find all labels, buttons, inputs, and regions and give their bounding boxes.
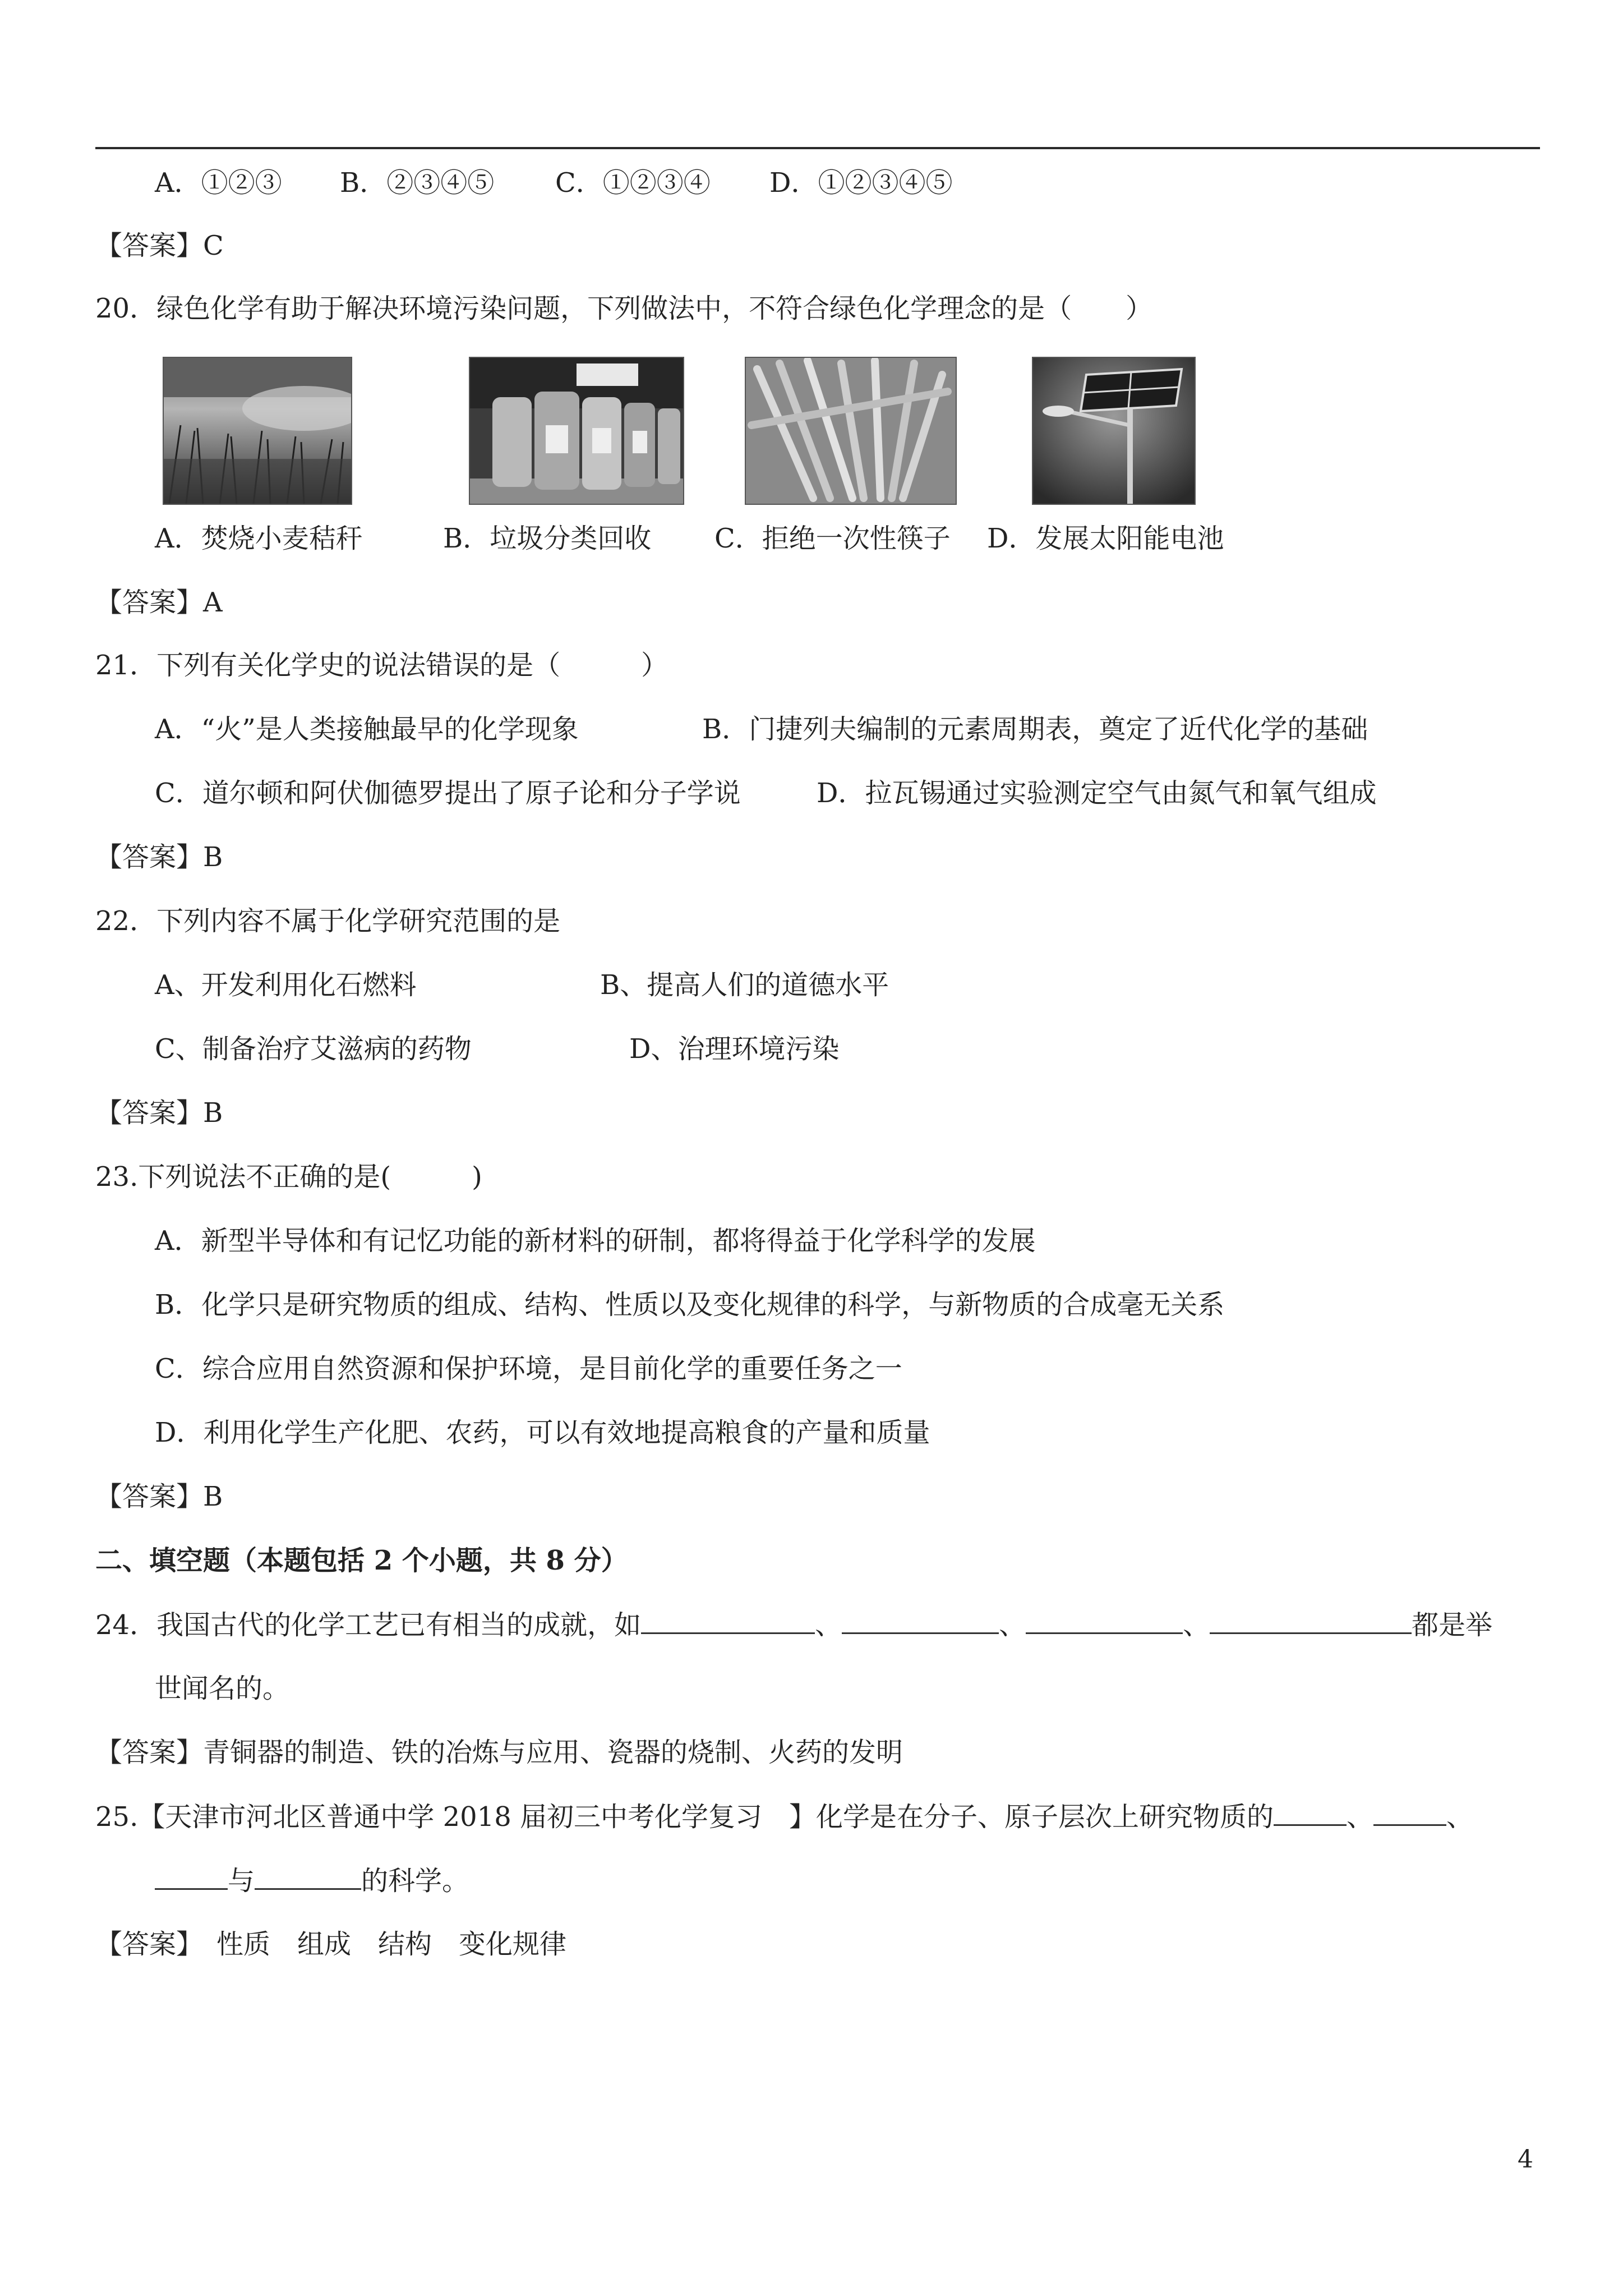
q19-option-d: D．①②③④⑤ xyxy=(769,167,953,199)
q25-blank-3[interactable] xyxy=(155,1864,228,1890)
q25-stem-end: 的科学。 xyxy=(361,1865,469,1897)
q22-option-d: D、治理环境污染 xyxy=(629,1033,840,1065)
q25-blank-2[interactable] xyxy=(1373,1800,1446,1826)
q23-stem: 23.下列说法不正确的是( ) xyxy=(95,1161,482,1193)
q24-stem-line2: 世闻名的。 xyxy=(155,1673,290,1704)
section-heading-fill-in: 二、填空题（本题包括 2 个小题，共 8 分） xyxy=(95,1545,628,1576)
q24-answer: 【答案】青铜器的制造、铁的冶炼与应用、瓷器的烧制、火药的发明 xyxy=(95,1737,903,1768)
q24-stem-start: 24．我国古代的化学工艺已有相当的成就，如 xyxy=(95,1609,642,1641)
q21-option-b: B．门捷列夫编制的元素周期表，奠定了近代化学的基础 xyxy=(702,714,1368,745)
solar-street-light-photo xyxy=(1032,357,1196,505)
q24-blank-3[interactable] xyxy=(1026,1608,1183,1634)
q22-option-a: A、开发利用化石燃料 xyxy=(155,969,417,1001)
q23-option-b: B．化学只是研究物质的组成、结构、性质以及变化规律的科学，与新物质的合成毫无关系 xyxy=(155,1289,1225,1320)
q24-stem xyxy=(95,1608,1492,1642)
page-number: 4 xyxy=(1518,2145,1533,2174)
q20-answer: 【答案】A xyxy=(95,587,223,618)
q24-separator-3: 、 xyxy=(1183,1609,1210,1641)
q23-option-a: A．新型半导体和有记忆功能的新材料的研制，都将得益于化学科学的发展 xyxy=(155,1225,1036,1257)
q21-answer: 【答案】B xyxy=(95,841,223,873)
q24-separator-1: 、 xyxy=(815,1609,842,1641)
header-rule xyxy=(95,147,1540,149)
q20-stem: 20．绿色化学有助于解决环境污染问题，下列做法中，不符合绿色化学理念的是（ ） xyxy=(95,293,1153,324)
q25-answer: 【答案】 性质 组成 结构 变化规律 xyxy=(95,1929,567,1960)
q19-answer: 【答案】C xyxy=(95,230,224,261)
q22-option-c: C、制备治疗艾滋病的药物 xyxy=(155,1033,472,1065)
q25-blank-1[interactable] xyxy=(1274,1800,1347,1826)
q25-and: 与 xyxy=(228,1865,255,1897)
q19-option-b: B．②③④⑤ xyxy=(340,167,495,199)
q21-option-d: D．拉瓦锡通过实验测定空气由氮气和氧气组成 xyxy=(817,777,1377,809)
recycling-bins-photo xyxy=(469,357,684,505)
q21-option-c: C．道尔顿和阿伏伽德罗提出了原子论和分子学说 xyxy=(155,777,741,809)
q25-stem xyxy=(95,1800,1473,1834)
q22-stem: 22．下列内容不属于化学研究范围的是 xyxy=(95,905,561,937)
q23-option-c: C．综合应用自然资源和保护环境，是目前化学的重要任务之一 xyxy=(155,1353,902,1384)
q23-answer: 【答案】B xyxy=(95,1481,223,1512)
q24-separator-2: 、 xyxy=(999,1609,1026,1641)
q23-option-d: D．利用化学生产化肥、农药，可以有效地提高粮食的产量和质量 xyxy=(155,1417,930,1448)
q25-stem-line2 xyxy=(155,1864,469,1898)
q20-option-d: D．发展太阳能电池 xyxy=(987,523,1224,554)
q21-stem: 21．下列有关化学史的说法错误的是（ ） xyxy=(95,650,668,681)
q24-blank-2[interactable] xyxy=(842,1608,999,1634)
q25-separator-2: 、 xyxy=(1446,1801,1474,1833)
q20-option-c: C．拒绝一次性筷子 xyxy=(714,523,951,554)
q25-blank-4[interactable] xyxy=(255,1864,361,1890)
q20-option-b: B．垃圾分类回收 xyxy=(443,523,652,554)
q19-option-a: A．①②③ xyxy=(155,167,282,199)
disposable-chopsticks-photo xyxy=(745,357,957,505)
q22-option-b: B、提高人们的道德水平 xyxy=(600,969,889,1001)
q22-answer: 【答案】B xyxy=(95,1097,223,1129)
q24-blank-1[interactable] xyxy=(641,1608,815,1634)
q24-blank-4[interactable] xyxy=(1210,1608,1412,1634)
q25-separator-1: 、 xyxy=(1347,1801,1374,1833)
q24-stem-end: 都是举 xyxy=(1412,1609,1493,1641)
q21-option-a: A．“火”是人类接触最早的化学现象 xyxy=(155,714,579,745)
q20-option-a: A．焚烧小麦秸秆 xyxy=(155,523,363,554)
burning-straw-photo xyxy=(163,357,352,505)
q19-option-c: C．①②③④ xyxy=(555,167,711,199)
q25-stem-start: 25.【天津市河北区普通中学 2018 届初三中考化学复习 】化学是在分子、原子层次上研究物质的 xyxy=(95,1801,1274,1833)
